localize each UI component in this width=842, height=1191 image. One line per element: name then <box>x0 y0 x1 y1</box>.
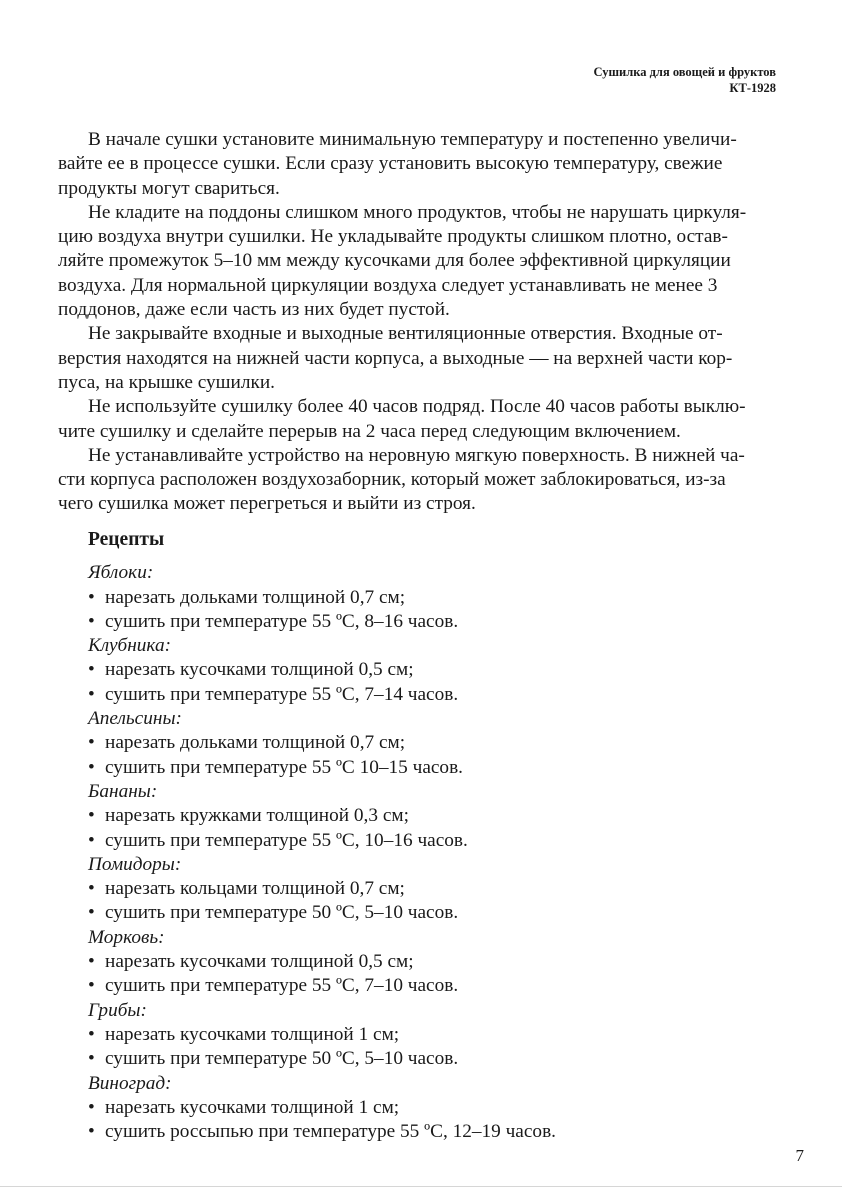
bullet-icon: • <box>88 610 95 632</box>
page-number: 7 <box>795 1146 804 1165</box>
recipe-step-text: сушить при температуре 55 ºС, 8–16 часов. <box>105 610 459 632</box>
body-text <box>58 128 775 517</box>
recipe-tomatoes <box>88 853 788 926</box>
recipe-apples <box>88 561 788 634</box>
recipe-step-dry <box>88 829 788 853</box>
recipe-steps <box>88 658 788 707</box>
recipes-section <box>88 528 788 1144</box>
recipe-steps <box>88 1023 788 1072</box>
bullet-icon: • <box>88 659 95 681</box>
bullet-icon: • <box>88 878 95 900</box>
recipe-steps <box>88 950 788 999</box>
recipe-oranges <box>88 707 788 780</box>
recipe-name: Апельсины: <box>88 708 182 730</box>
paragraph-temperature: В начале сушки установите минимальную температуру и постепенно увеличи- вайте ее в процессе сушки. Если сразу установить высокую температуру, свежие продукты могут свариться. <box>58 129 737 199</box>
bullet-icon: • <box>88 756 95 778</box>
recipe-step-cut <box>88 804 788 828</box>
recipe-name: Морковь: <box>88 926 165 948</box>
bullet-icon: • <box>88 586 95 608</box>
recipe-steps <box>88 877 788 926</box>
bullet-icon: • <box>88 1121 95 1143</box>
bullet-icon: • <box>88 732 95 754</box>
paragraph-vents: Не закрывайте входные и выходные вентиляционные отверстия. Входные от- верстия находятся на нижней части корпуса, а выходные — на верхней части кор- пуса, на крышке сушилки. <box>58 323 733 393</box>
recipe-step-dry <box>88 901 788 925</box>
header-product-name: Сушилка для овощей и фруктов <box>593 65 776 79</box>
paragraph-operating-time: Не используйте сушилку более 40 часов подряд. После 40 часов работы выклю- чите сушилку и сделайте перерыв на 2 часа перед следующим включением. <box>58 396 746 442</box>
recipes-heading: Рецепты <box>88 529 165 550</box>
recipe-step-cut <box>88 1096 788 1120</box>
recipe-step-cut <box>88 950 788 974</box>
page-bottom-edge <box>0 1186 842 1187</box>
recipe-steps <box>88 586 788 635</box>
recipe-step-dry <box>88 974 788 998</box>
recipe-name: Виноград: <box>88 1072 172 1094</box>
recipe-step-dry <box>88 683 788 707</box>
recipe-step-cut <box>88 1023 788 1047</box>
recipe-step-text: сушить при температуре 50 ºС, 5–10 часов. <box>105 902 459 924</box>
recipe-step-cut <box>88 877 788 901</box>
recipe-step-text: нарезать кусочками толщиной 1 см; <box>105 1023 400 1045</box>
recipe-step-text: нарезать кусочками толщиной 0,5 см; <box>105 951 414 973</box>
recipe-name: Грибы: <box>88 999 147 1021</box>
recipe-step-text: нарезать дольками толщиной 0,7 см; <box>105 586 406 608</box>
bullet-icon: • <box>88 683 95 705</box>
recipe-name: Бананы: <box>88 780 158 802</box>
bullet-icon: • <box>88 951 95 973</box>
recipe-name: Клубника: <box>88 635 172 657</box>
recipe-step-text: сушить при температуре 55 ºС 10–15 часов. <box>105 756 464 778</box>
recipe-step-text: нарезать кусочками толщиной 1 см; <box>105 1096 400 1118</box>
recipe-step-text: нарезать кольцами толщиной 0,7 см; <box>105 878 405 900</box>
recipe-step-text: нарезать дольками толщиной 0,7 см; <box>105 732 406 754</box>
bullet-icon: • <box>88 805 95 827</box>
recipe-steps <box>88 731 788 780</box>
recipe-step-text: сушить при температуре 55 ºС, 7–14 часов. <box>105 683 459 705</box>
recipe-step-dry <box>88 1120 788 1144</box>
recipe-strawberries <box>88 634 788 707</box>
bullet-icon: • <box>88 829 95 851</box>
recipe-steps <box>88 804 788 853</box>
recipe-name: Яблоки: <box>88 562 154 584</box>
recipe-steps <box>88 1096 788 1145</box>
running-header <box>593 64 776 96</box>
recipe-step-dry <box>88 610 788 634</box>
recipe-step-text: нарезать кружками толщиной 0,3 см; <box>105 805 409 827</box>
recipe-grapes <box>88 1072 788 1145</box>
bullet-icon: • <box>88 902 95 924</box>
recipe-step-text: нарезать кусочками толщиной 0,5 см; <box>105 659 414 681</box>
recipe-step-dry <box>88 756 788 780</box>
recipe-name: Помидоры: <box>88 853 182 875</box>
bullet-icon: • <box>88 1023 95 1045</box>
bullet-icon: • <box>88 1096 95 1118</box>
bullet-icon: • <box>88 1048 95 1070</box>
recipe-step-dry <box>88 1047 788 1071</box>
recipe-bananas <box>88 780 788 853</box>
recipe-mushrooms <box>88 999 788 1072</box>
paragraph-tray-loading: Не кладите на поддоны слишком много продуктов, чтобы не нарушать циркуля- цию воздуха внутри сушилки. Не укладывайте продукты слишком плотно, остав- ляйте промежуток 5–10 мм между кусочками для более эффективной циркуляции воздуха. Для нормальной циркуляции воздуха следует устанавливать не менее 3 поддонов, даже если часть из них будет пустой. <box>58 201 747 321</box>
recipe-step-text: сушить при температуре 55 ºС, 7–10 часов. <box>105 975 459 997</box>
recipe-step-text: сушить россыпью при температуре 55 ºС, 12–19 часов. <box>105 1121 556 1143</box>
paragraph-surface: Не устанавливайте устройство на неровную мягкую поверхность. В нижней ча- сти корпуса расположен воздухозаборник, который может заблокироваться, из-за чего сушилка может перегреться и выйти из строя. <box>58 444 745 515</box>
recipe-carrots <box>88 926 788 999</box>
header-model-number: КТ-1928 <box>729 81 776 95</box>
recipe-step-cut <box>88 586 788 610</box>
recipe-step-text: сушить при температуре 55 ºС, 10–16 часов. <box>105 829 468 851</box>
recipe-step-cut <box>88 658 788 682</box>
bullet-icon: • <box>88 975 95 997</box>
recipe-step-text: сушить при температуре 50 ºС, 5–10 часов. <box>105 1048 459 1070</box>
recipe-step-cut <box>88 731 788 755</box>
